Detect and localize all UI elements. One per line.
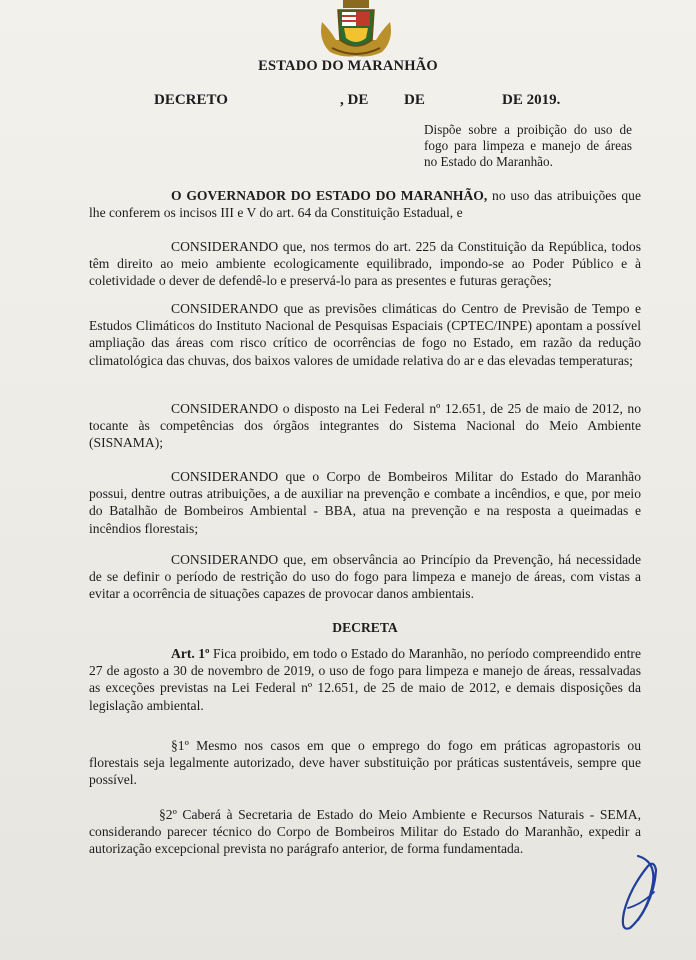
considerando-5-text: CONSIDERANDO que, em observância ao Princípio da Prevenção, há necessidade de se definir o período de restrição do uso do fogo para limpeza e manejo de áreas, com vistas a evitar a ocorrência de situações capazes de provocar danos ambientais. (89, 552, 641, 602)
paragraph-1-text: §1º Mesmo nos casos em que o emprego do fogo em práticas agropastoris ou florestais seja legalmente autorizado, deve haver substituição por práticas sustentáveis, sempre que possível. (89, 738, 641, 788)
article-1-label: Art. 1º (171, 646, 210, 661)
handwritten-initials (608, 848, 668, 938)
considerando-1-text: CONSIDERANDO que, nos termos do art. 225 da Constituição da República, todos têm direito ao meio ambiente ecologicamente equilibrado, impondo-se ao Poder Público e à coletividade o dever de defendê-lo e preservá-lo para as presentes e futuras gerações; (89, 239, 641, 289)
paragraph-2 (89, 806, 641, 858)
considerando-2-text: CONSIDERANDO que as previsões climáticas do Centro de Previsão de Tempo e Estudos Climáticos do Instituto Nacional de Pesquisas Espaciais (CPTEC/INPE) apontam a possível ampliação das áreas com risco crítico de ocorrências de fogo no Estado, em razão da redução climatológica das chuvas, dos baixos valores de umidade relativa do ar e das elevadas temperaturas; (89, 301, 641, 368)
considerando-5 (89, 551, 641, 603)
considerando-4 (89, 468, 641, 537)
decree-day-label: , DE (340, 92, 369, 108)
paragraph-2-text: §2º Caberá à Secretaria de Estado do Meio Ambiente e Recursos Naturais - SEMA, considerando parecer técnico do Corpo de Bombeiros Militar do Estado do Maranhão, expedir a autorização excepcional prevista no parágrafo anterior, de forma fundamentada. (89, 807, 641, 857)
considerando-1 (89, 238, 641, 290)
considerando-2 (89, 300, 641, 369)
considerando-3 (89, 400, 641, 452)
decree-month-label: DE (404, 92, 425, 108)
preamble-text: no uso das atribuições que lhe conferem os incisos III e V do art. 64 da Constituição Estadual, e (89, 188, 641, 221)
coat-of-arms-emblem (316, 0, 396, 58)
decree-year-label: DE 2019. (502, 92, 561, 108)
decree-summary: Dispõe sobre a proibição do uso de fogo para limpeza e manejo de áreas no Estado do Maranhão. (424, 122, 632, 169)
article-1-text: Fica proibido, em todo o Estado do Maranhão, no período compreendido entre 27 de agosto a 30 de novembro de 2019, o uso de fogo para limpeza e manejo de áreas, ressalvadas as exceções previstas na Lei Federal nº 12.651, de 25 de maio de 2012, e demais disposições da legislação ambiental. (89, 646, 641, 713)
decree-label: DECRETO (154, 92, 228, 108)
state-title: ESTADO DO MARANHÃO (258, 58, 438, 74)
decreta-heading: DECRETA (332, 620, 398, 635)
paragraph-1 (89, 737, 641, 789)
considerando-3-text: CONSIDERANDO o disposto na Lei Federal nº 12.651, de 25 de maio de 2012, no tocante às competências dos órgãos integrantes do Sistema Nacional do Meio Ambiente (SISNAMA); (89, 401, 641, 451)
article-1 (89, 645, 641, 714)
governor-heading: O GOVERNADOR DO ESTADO DO MARANHÃO, (171, 188, 488, 203)
preamble-paragraph (89, 187, 641, 221)
considerando-4-text: CONSIDERANDO que o Corpo de Bombeiros Militar do Estado do Maranhão possui, dentre outras atribuições, a de auxiliar na prevenção e combate a incêndios, e que, por meio do Batalhão de Bombeiros Ambiental - BBA, atua na prevenção e na resposta a queimadas e incêndios florestais; (89, 469, 641, 536)
